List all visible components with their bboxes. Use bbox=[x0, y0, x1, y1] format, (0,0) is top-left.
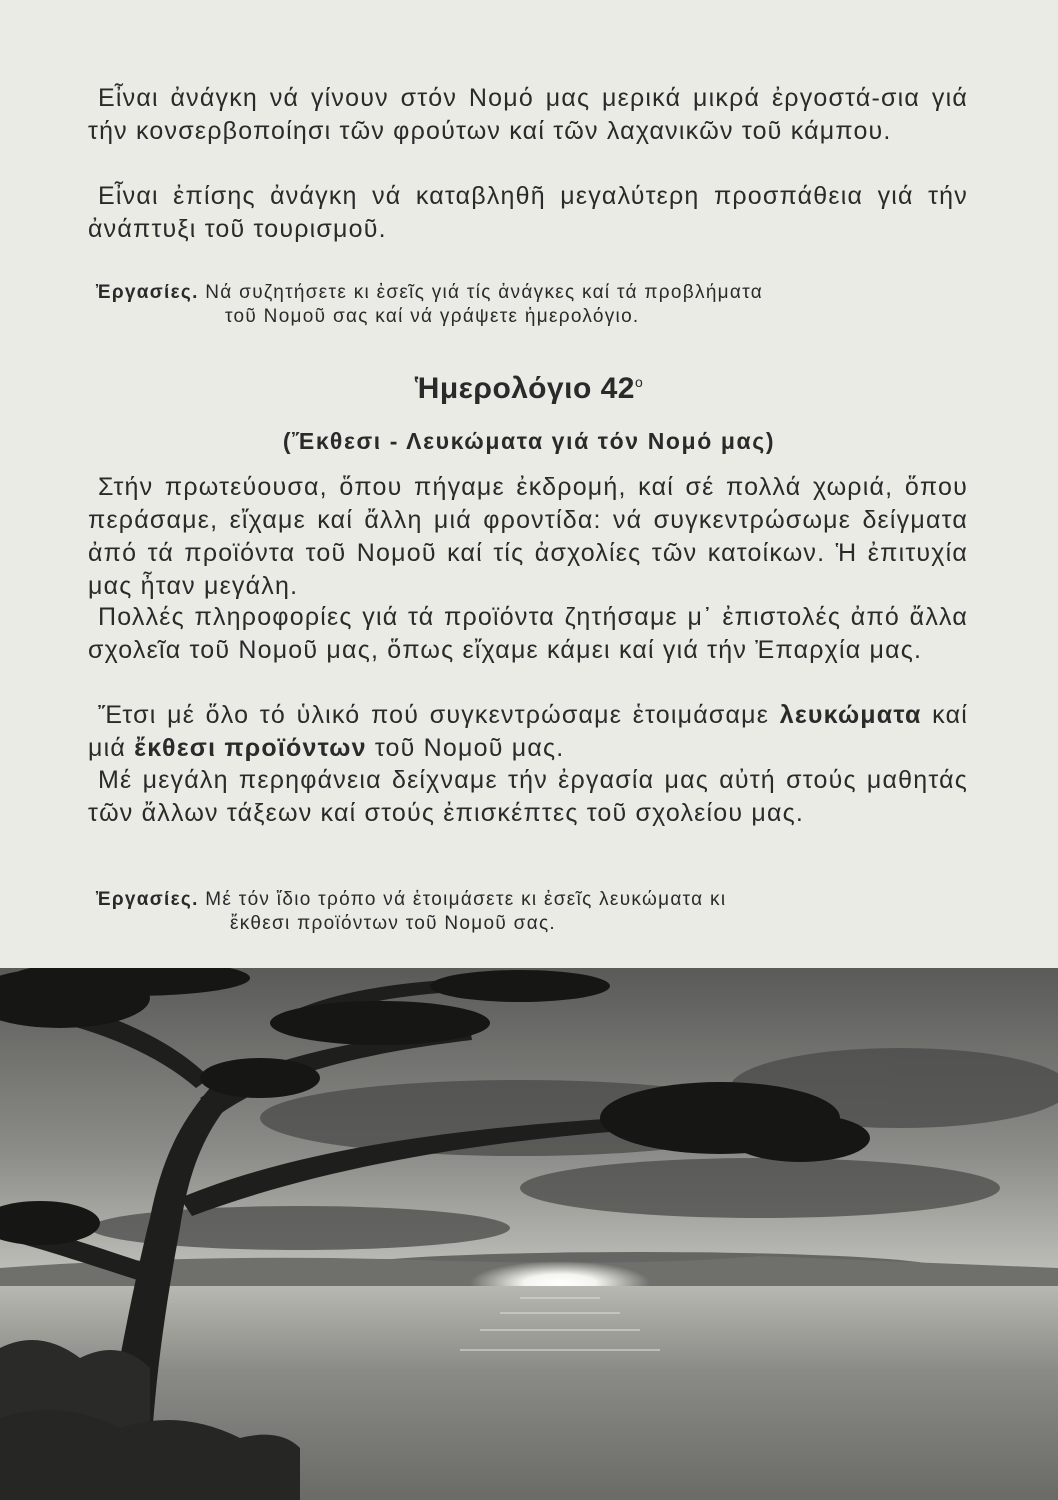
task-block-2 bbox=[96, 888, 976, 936]
p5-bold-albums: λευκώματα bbox=[779, 701, 922, 729]
task-label: Ἐργασίες. bbox=[96, 889, 199, 910]
task-text-line2: ἔκθεσι προϊόντων τοῦ Νομοῦ σας. bbox=[230, 913, 557, 934]
paragraph-letters: Πολλές πληροφορίες γιά τά προϊόντα ζητήσαμε μ᾿ ἐπιστολές ἀπό ἄλλα σχολεῖα τοῦ Νομοῦ μας, ὅπως εἴχαμε κάμει καί γιά τήν Ἐπαρχία μας. bbox=[88, 603, 968, 664]
sunset-pine-photo bbox=[0, 968, 1058, 1500]
diary-title bbox=[0, 372, 1058, 406]
paragraph-pride: Μέ μεγάλη περηφάνεια δείχναμε τήν ἐργασία μας αὐτή στούς μαθητάς τῶν ἄλλων τάξεων καί στούς ἐπισκέπτες τοῦ σχολείου μας. bbox=[88, 766, 968, 827]
paragraph-excursion: Στήν πρωτεύουσα, ὅπου πήγαμε ἐκδρομή, καί σέ πολλά χωριά, ὅπου περάσαμε, εἴχαμε καί ἄλλη μιά φροντίδα: νά συγκεντρώσωμε δείγματα ἀπό τά προϊόντα τοῦ Νομοῦ καί τίς ἀσχολίες τῶν κατοίκων. Ἡ ἐπιτυχία μας ἦταν μεγάλη. bbox=[88, 473, 968, 600]
task-text-line2: τοῦ Νομοῦ σας καί νά γράψετε ἡμερολόγιο. bbox=[225, 306, 640, 327]
p5-end: τοῦ Νομοῦ μας. bbox=[366, 734, 565, 762]
photo-illustration bbox=[0, 968, 1058, 1500]
p5-mid: καί μιά bbox=[88, 701, 968, 762]
task-block-1 bbox=[96, 281, 976, 329]
task-text-line1: Μέ τόν ἴδιο τρόπο νά ἑτοιμάσετε κι ἐσεῖς λευκώματα κι bbox=[205, 889, 727, 910]
paragraph-albums bbox=[88, 699, 968, 765]
p5-bold-exhibition: ἔκθεσι προϊόντων bbox=[134, 734, 367, 762]
diary-subtitle: (Ἔκθεσι - Λευκώματα γιά τόν Νομό μας) bbox=[282, 428, 776, 454]
task-text-line1: Νά συζητήσετε κι ἐσεῖς γιά τίς ἀνάγκες καί τά προβλήματα bbox=[205, 282, 764, 303]
p5-start: Ἔτσι μέ ὅλο τό ὑλικό πού συγκεντρώσαμε ἑτοιμάσαμε bbox=[98, 701, 770, 729]
task-label: Ἐργασίες. bbox=[96, 282, 199, 303]
paragraph-tourism: Εἶναι ἐπίσης ἀνάγκη νά καταβληθῆ μεγαλύτερη προσπάθεια γιά τήν ἀνάπτυξι τοῦ τουρισμοῦ. bbox=[88, 182, 968, 243]
diary-title-text: Ἡμερολόγιο 42 bbox=[414, 372, 635, 405]
paragraph-factories: Εἶναι ἀνάγκη νά γίνουν στόν Νομό μας μερικά μικρά ἐργοστά-σια γιά τήν κονσερβοποίησι τῶν φρούτων καί τῶν λαχανικῶν τοῦ κάμπου. bbox=[88, 84, 968, 145]
diary-title-superscript: ο bbox=[634, 374, 644, 390]
